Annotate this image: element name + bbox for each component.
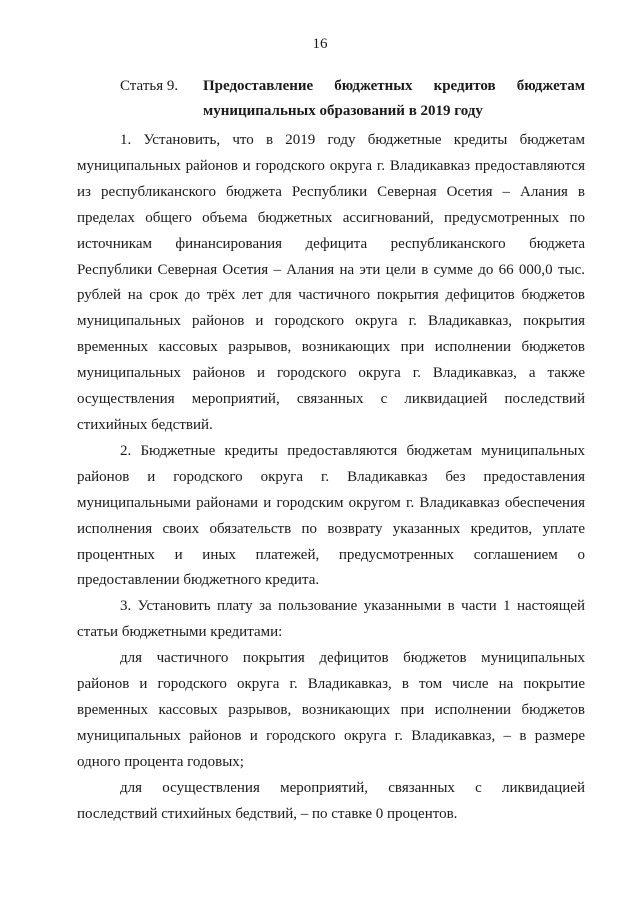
article-title: Предоставление бюджетных кредитов бюджетам муниципальных образований в 2019 году — [203, 78, 585, 119]
article-label: Статья 9. — [120, 78, 179, 94]
article-header — [120, 74, 585, 124]
paragraph-rate-deficit: для частичного покрытия дефицитов бюджетов муниципальных районов и городского округа г. Владикавказ, в том числе на покрытие временных кассовых разрывов, возникающих при исполнении бюджетов муниципальных районов и городского округа г. Владикавказ, – в размере одного процента годовых; — [77, 650, 585, 770]
paragraph-rate-disaster: для осуществления мероприятий, связанных с ликвидацией последствий стихийных бедствий, – по ставке 0 процентов. — [77, 779, 585, 822]
paragraph-part-1: 1. Установить, что в 2019 году бюджетные кредиты бюджетам муниципальных районов и городского округа г. Владикавказ предоставляются из республиканского бюджета Республики Северная Осетия – Алания в пределах общего объема бюджетных ассигнований, предусмотренных по источникам финансирования дефицита республиканского бюджета Республики Северная Осетия – Алания на эти цели в сумме до 66 000,0 тыс. рублей на срок до трёх лет для частичного покрытия дефицитов бюджетов муниципальных районов и городского округа г. Владикавказ, покрытия временных кассовых разрывов, возникающих при исполнении бюджетов муниципальных районов и городского округа г. Владикавказ, а также осуществления мероприятий, связанных с ликвидацией последствий стихийных бедствий. — [77, 132, 585, 433]
article-body — [77, 128, 585, 827]
paragraph-part-3: 3. Установить плату за пользование указанными в части 1 настоящей статьи бюджетными кредитами: — [77, 598, 585, 641]
paragraph-part-2: 2. Бюджетные кредиты предоставляются бюджетам муниципальных районов и городского округа г. Владикавказ без предоставления муниципальными районами и городским округом г. Владикавказ обеспечения исполнения своих обязательств по возврату указанных кредитов, уплате процентных и иных платежей, предусмотренных соглашением о предоставлении бюджетного кредита. — [77, 442, 585, 589]
page-number: 16 — [312, 36, 328, 52]
